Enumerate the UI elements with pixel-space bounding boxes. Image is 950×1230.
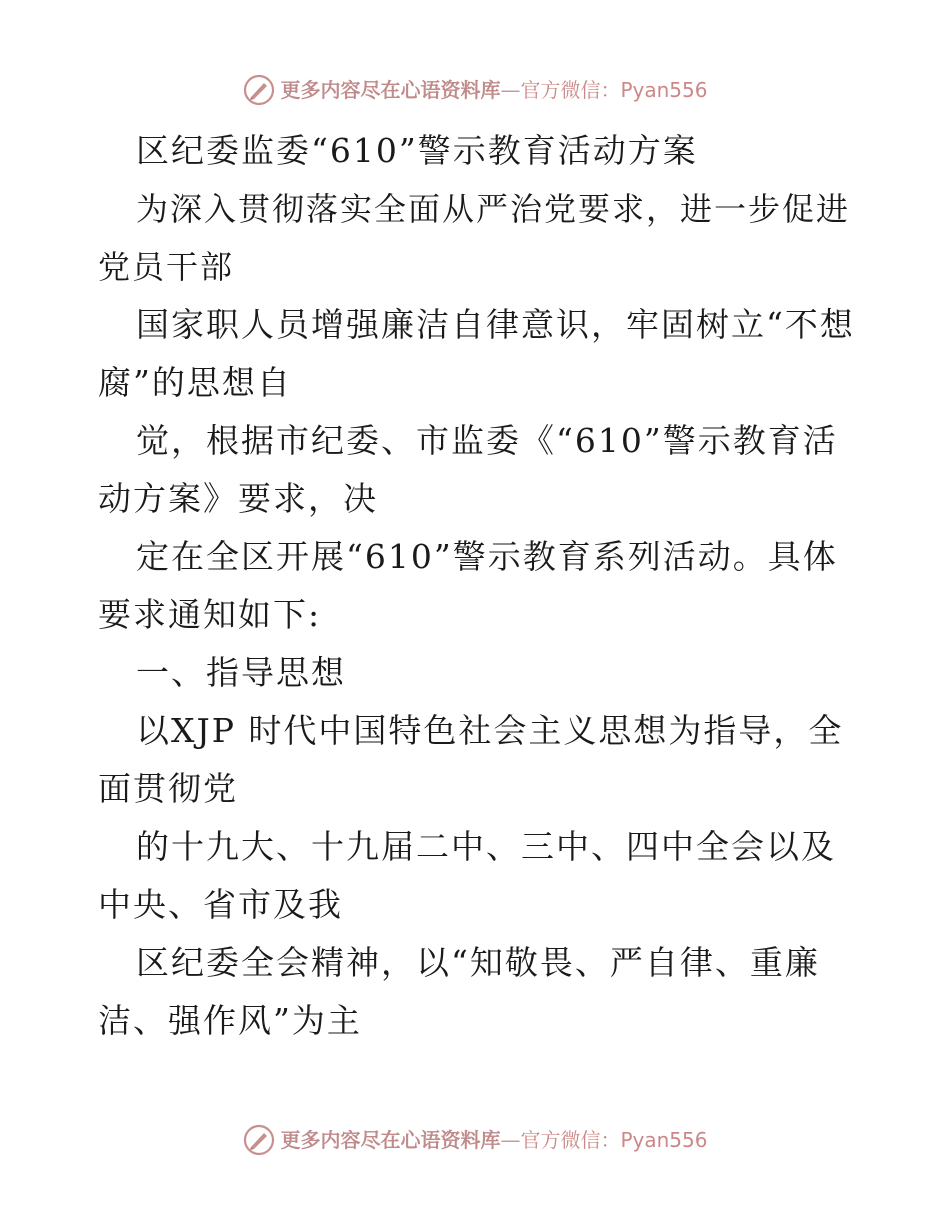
document-body	[98, 122, 858, 1050]
paragraph-4: 定在全区开展“610”警示教育系列活动。具体要求通知如下:	[98, 537, 838, 634]
document-title: 区纪委监委“610”警示教育活动方案	[136, 131, 698, 170]
watermark-separator: —	[500, 78, 521, 102]
watermark-brand: 更多内容尽在心语资料库	[280, 78, 501, 102]
watermark-brand: 更多内容尽在心语资料库	[280, 1128, 501, 1152]
paragraph-3: 觉，根据市纪委、市监委《“610”警示教育活动方案》要求，决	[98, 421, 838, 518]
paragraph-7: 区纪委全会精神，以“知敬畏、严自律、重廉洁、强作风”为主	[98, 943, 820, 1040]
pen-logo-icon	[242, 73, 276, 107]
pen-logo-icon	[242, 1123, 276, 1157]
footer-watermark	[0, 1120, 950, 1160]
paragraph-6: 的十九大、十九届二中、三中、四中全会以及中央、省市及我	[98, 827, 836, 924]
watermark-separator: —	[500, 1128, 521, 1152]
paragraph-2: 国家职人员增强廉洁自律意识，牢固树立“不想腐”的思想自	[98, 305, 855, 402]
watermark-contact: 官方微信：Pyan556	[520, 1128, 708, 1152]
paragraph-1: 为深入贯彻落实全面从严治党要求，进一步促进党员干部	[98, 190, 851, 286]
header-watermark	[0, 70, 950, 110]
watermark-contact: 官方微信：Pyan556	[520, 78, 708, 102]
paragraph-5: 以XJP 时代中国特色社会主义思想为指导，全面贯彻党	[98, 711, 844, 808]
section-heading-guiding-ideology: 一、指导思想	[136, 653, 346, 692]
